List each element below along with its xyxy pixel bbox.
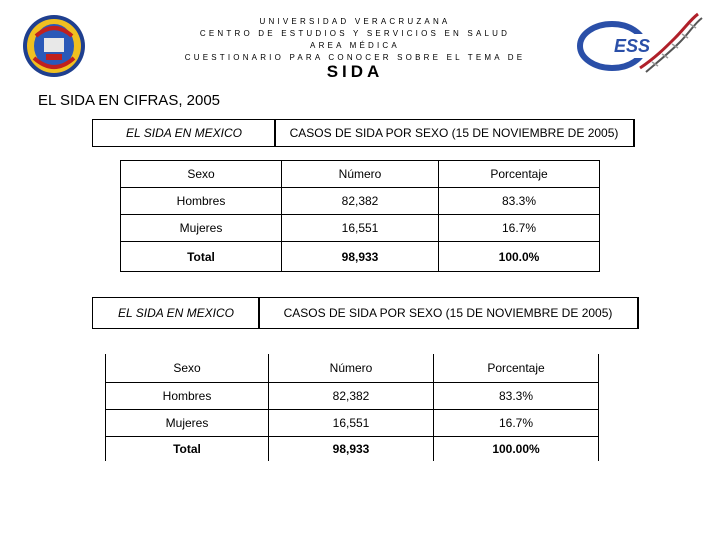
- table-row: [106, 382, 599, 409]
- cell-numero: 82,382: [269, 382, 434, 409]
- cell-numero: 82,382: [282, 188, 439, 215]
- section2-left-label: EL SIDA EN MEXICO: [92, 297, 260, 329]
- header-questionnaire: CUESTIONARIO PARA CONOCER SOBRE EL TEMA DE: [184, 53, 526, 62]
- cell-sexo: Hombres: [106, 382, 269, 409]
- table-row: [106, 409, 599, 436]
- section1-right-label: CASOS DE SIDA POR SEXO (15 DE NOVIEMBRE DE 2005): [274, 119, 635, 147]
- header-center: CENTRO DE ESTUDIOS Y SERVICIOS EN SALUD: [199, 29, 511, 38]
- section1-left-label: EL SIDA EN MEXICO: [92, 119, 276, 147]
- cell-sexo: Total: [121, 242, 282, 272]
- university-seal-logo: [22, 14, 86, 78]
- cell-sexo: Total: [106, 436, 269, 461]
- cell-numero: 16,551: [282, 215, 439, 242]
- cell-sexo: Hombres: [121, 188, 282, 215]
- cell-numero: 98,933: [282, 242, 439, 272]
- header-cell-numero: Número: [269, 354, 434, 382]
- cess-logo-text: ESS: [614, 36, 651, 56]
- cell-numero: 16,551: [269, 409, 434, 436]
- header-cell-numero: Número: [282, 161, 439, 188]
- table-row-total: [121, 242, 600, 272]
- section2-right-label: CASOS DE SIDA POR SEXO (15 DE NOVIEMBRE DE 2005): [258, 297, 639, 329]
- cell-porcentaje: 16.7%: [434, 409, 599, 436]
- header-cell-sexo: Sexo: [121, 161, 282, 188]
- section1-table: [120, 160, 600, 272]
- header-cell-porcentaje: Porcentaje: [434, 354, 599, 382]
- table-row: [121, 188, 600, 215]
- cell-numero: 98,933: [269, 436, 434, 461]
- cell-porcentaje: 16.7%: [439, 215, 600, 242]
- page-title: EL SIDA EN CIFRAS, 2005: [38, 92, 221, 109]
- table-row: [121, 215, 600, 242]
- table-header-row: [106, 354, 599, 382]
- header-area: AREA MÉDICA: [310, 41, 400, 50]
- cell-sexo: Mujeres: [106, 409, 269, 436]
- cess-logo: [570, 8, 710, 80]
- header-cell-sexo: Sexo: [106, 354, 269, 382]
- table-header-row: [121, 161, 600, 188]
- cell-sexo: Mujeres: [121, 215, 282, 242]
- cell-porcentaje: 83.3%: [434, 382, 599, 409]
- section2-table: [105, 354, 599, 461]
- cell-porcentaje: 83.3%: [439, 188, 600, 215]
- cell-porcentaje: 100.00%: [434, 436, 599, 461]
- header-topic: SIDA: [326, 62, 384, 81]
- header-cell-porcentaje: Porcentaje: [439, 161, 600, 188]
- header-university: UNIVERSIDAD VERACRUZANA: [259, 17, 451, 26]
- cell-porcentaje: 100.0%: [439, 242, 600, 272]
- table-row-total: [106, 436, 599, 461]
